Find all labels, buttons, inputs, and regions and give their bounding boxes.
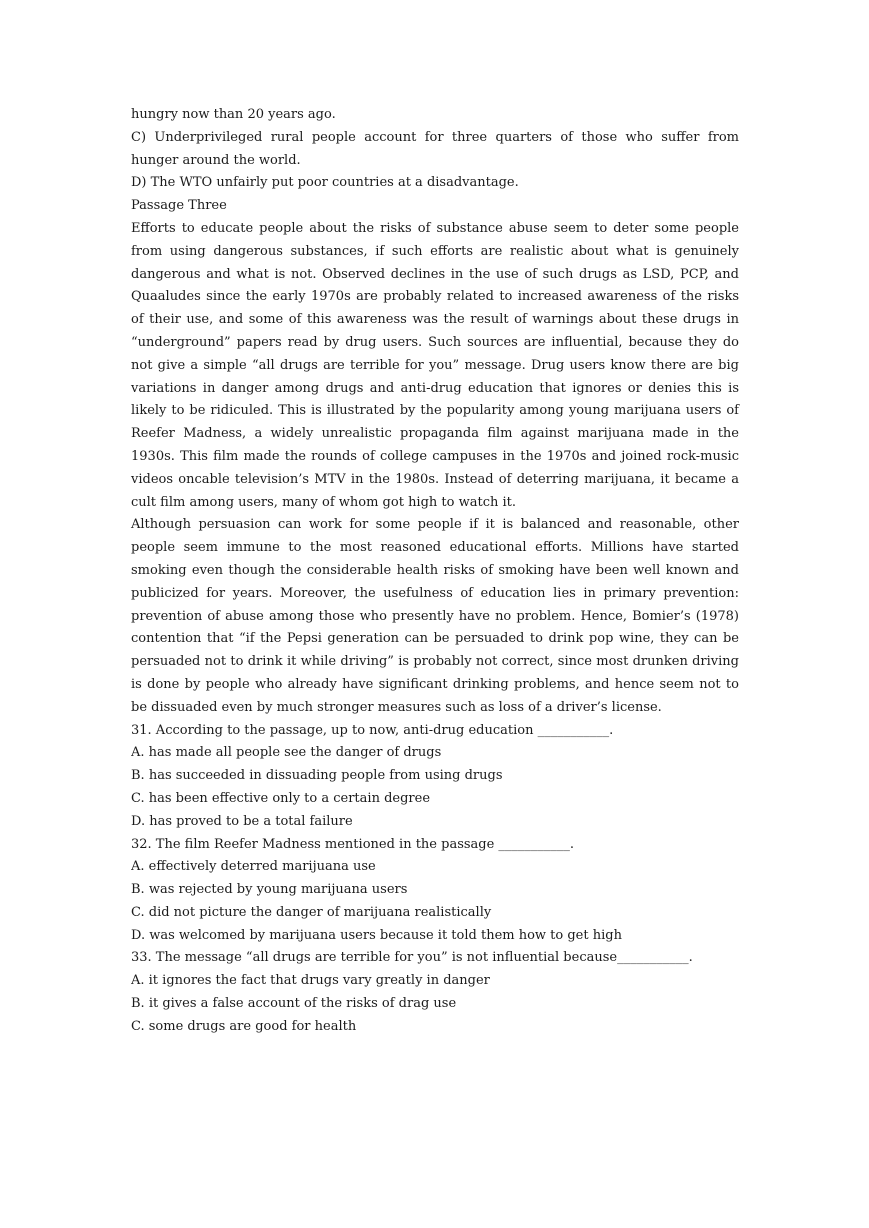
passage-heading: Passage Three: [131, 198, 227, 214]
question-33-option-b: B. it gives a false account of the risks of drag use: [131, 996, 457, 1012]
question-31-option-c: C. has been effective only to a certain degree: [131, 790, 431, 806]
previous-option-d: D) The WTO unfairly put poor countries at a disadvantage.: [131, 175, 519, 191]
question-32-option-c: C. did not picture the danger of marijuana realistically: [131, 904, 492, 920]
question-32-stem: 32. The film Reefer Madness mentioned in the passage ___________.: [131, 836, 575, 852]
question-32-option-d: D. was welcomed by marijuana users because it told them how to get high: [131, 927, 622, 943]
question-31-option-d: D. has proved to be a total failure: [131, 813, 353, 829]
question-32-option-b: B. was rejected by young marijuana users: [131, 882, 408, 898]
question-33-option-c: C. some drugs are good for health: [131, 1018, 357, 1034]
passage-paragraph-2: Although persuasion can work for some people if it is balanced and reasonable, other people seem immune to the most reasoned educational efforts. Millions have started smoking even though the considerable health risks of smoking have been well known and publicized for years. Moreover, the usefulness of education lies in primary prevention: prevention of abuse among those who presently have no problem. Hence, Bomier’s (1978) contention that “if the Pepsi generation can be persuaded to drink pop wine, they can be persuaded not to drink it while driving” is probably not correct, since most drunken driving is done by people who already have significant drinking problems, and hence seem not to be dissuaded even by much stronger measures such as loss of a driver’s license.: [131, 517, 739, 715]
question-32-option-a: A. effectively deterred marijuana use: [131, 859, 376, 875]
previous-option-c: C) Underprivileged rural people account for three quarters of those who suffer from hunger around the world.: [131, 129, 739, 168]
document-page: [131, 104, 739, 1039]
question-31-option-a: A. has made all people see the danger of drugs: [131, 745, 442, 761]
question-33-option-a: A. it ignores the fact that drugs vary greatly in danger: [131, 973, 490, 989]
question-31-stem: 31. According to the passage, up to now, anti-drug education ___________.: [131, 722, 614, 738]
passage-paragraph-1: Efforts to educate people about the risks of substance abuse seem to deter some people from using dangerous substances, if such efforts are realistic about what is genuinely dangerous and what is not. Observed declines in the use of such drugs as LSD, PCP, and Quaaludes since the early 1970s are probably related to increased awareness of the risks of their use, and some of this awareness was the result of warnings about these drugs in “underground” papers read by drug users. Such sources are influential, because they do not give a simple “all drugs are terrible for you” message. Drug users know there are big variations in danger among drugs and anti-drug education that ignores or denies this is likely to be ridiculed. This is illustrated by the popularity among young marijuana users of Reefer Madness, a widely unrealistic propaganda film against marijuana made in the 1930s. This film made the rounds of college campuses in the 1970s and joined rock-music videos oncable television’s MTV in the 1980s. Instead of deterring marijuana, it became a cult film among users, many of whom got high to watch it.: [131, 220, 739, 510]
previous-passage-tail: hungry now than 20 years ago.: [131, 107, 336, 122]
question-31-option-b: B. has succeeded in dissuading people from using drugs: [131, 768, 503, 784]
question-33-stem: 33. The message “all drugs are terrible for you” is not influential because___________.: [131, 950, 693, 966]
